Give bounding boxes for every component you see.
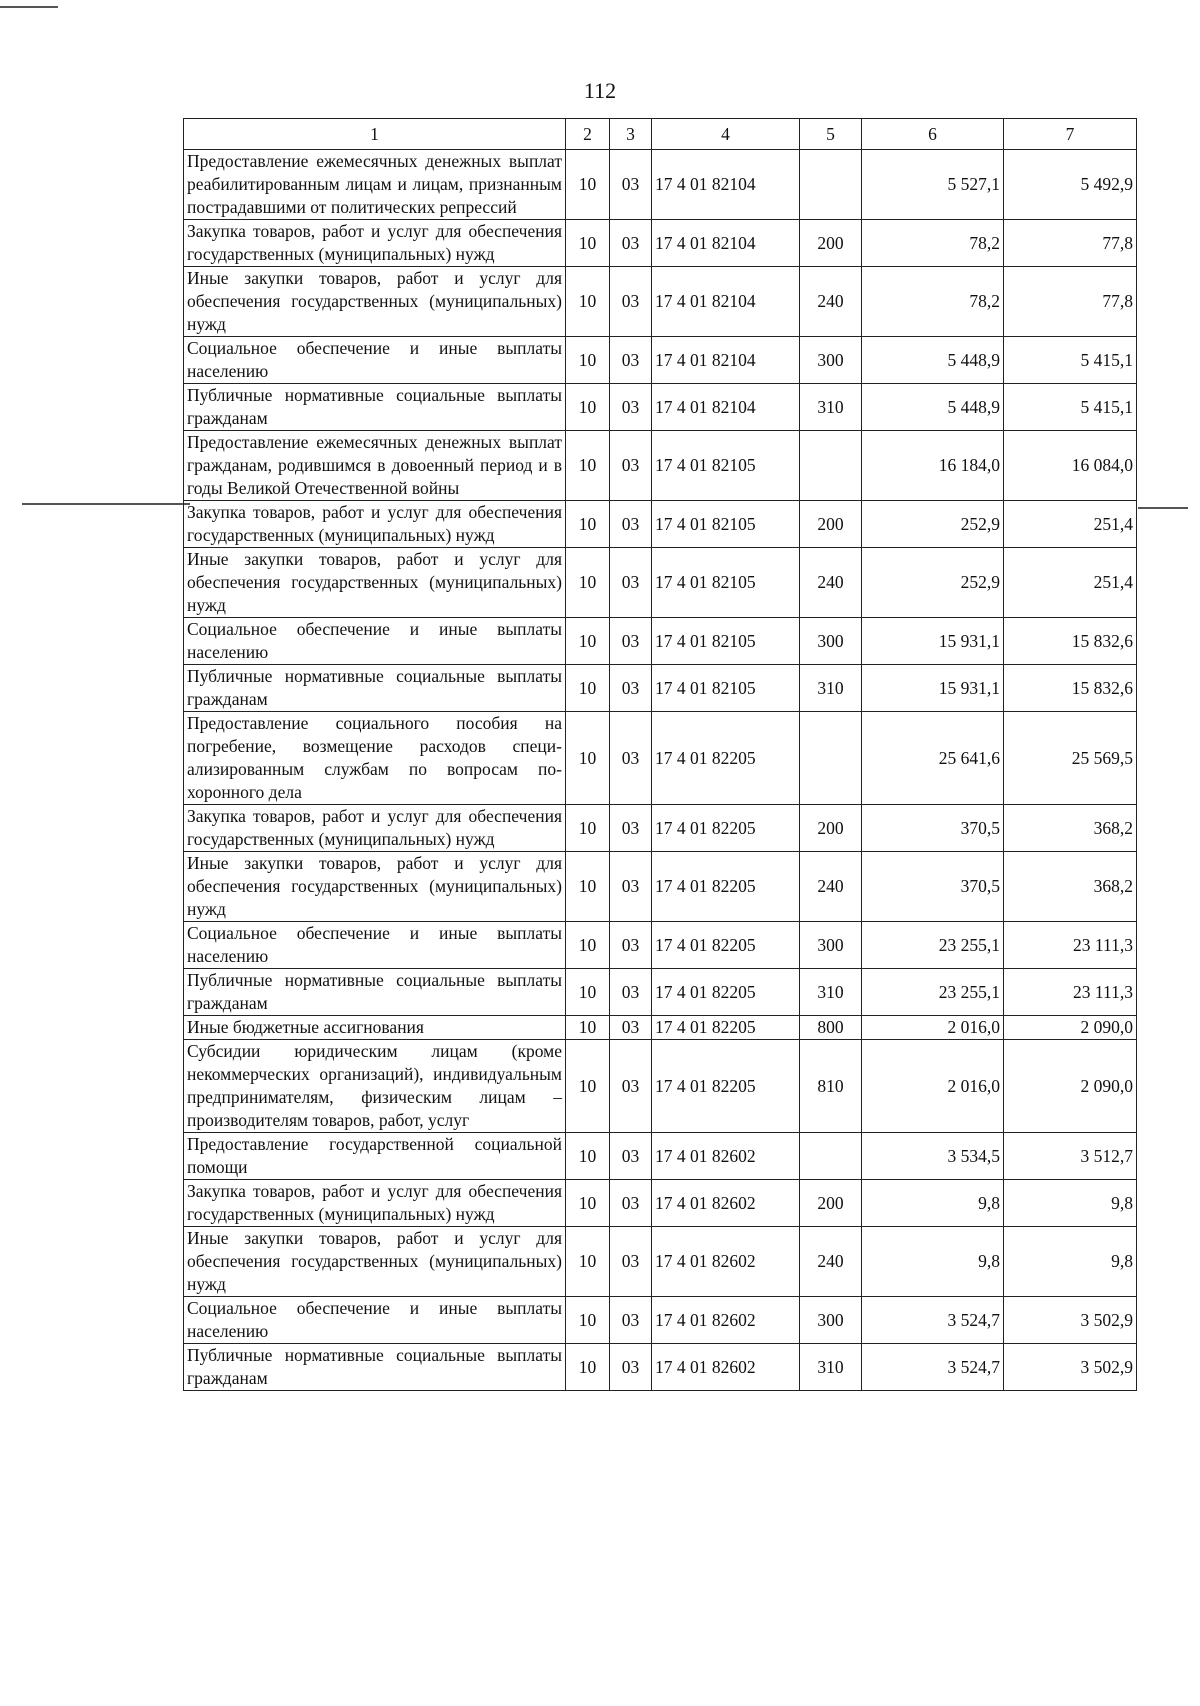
row-name-cell: Субсидии юридическим лицам (кроме некоммерческих организаций), индивидуальным предпринимателям, физическим лицам – производителям товаров, работ, услуг bbox=[184, 1040, 566, 1133]
row-name-cell: Иные закупки товаров, работ и услуг для обеспечения государственных (муниципальных) нужд bbox=[184, 548, 566, 618]
row-subsection-cell: 03 bbox=[610, 1227, 652, 1297]
header-row bbox=[184, 119, 1137, 150]
row-expense-type-cell: 200 bbox=[800, 1180, 862, 1227]
table-row bbox=[184, 1016, 1137, 1040]
table-row bbox=[184, 1180, 1137, 1227]
row-amount-2-cell: 15 832,6 bbox=[1004, 618, 1137, 665]
row-name-cell: Предоставление социального пособия на погребение, возмещение расходов специализированным службам по вопросам похоронного дела bbox=[184, 712, 566, 805]
row-subsection-cell: 03 bbox=[610, 267, 652, 337]
row-amount-2-cell: 5 492,9 bbox=[1004, 150, 1137, 220]
header-cell-6: 6 bbox=[862, 119, 1004, 150]
row-subsection-cell: 03 bbox=[610, 969, 652, 1016]
row-section-cell: 10 bbox=[566, 1040, 610, 1133]
row-expense-type-cell: 300 bbox=[800, 618, 862, 665]
row-section-cell: 10 bbox=[566, 852, 610, 922]
row-name-cell: Предоставление ежемесячных денежных выплат гражданам, родившимся в довоенный период и в годы Великой Отечественной войны bbox=[184, 431, 566, 501]
row-name-cell: Социальное обеспечение и иные выплаты населению bbox=[184, 922, 566, 969]
row-section-cell: 10 bbox=[566, 384, 610, 431]
row-amount-2-cell: 3 502,9 bbox=[1004, 1297, 1137, 1344]
row-amount-1-cell: 5 527,1 bbox=[862, 150, 1004, 220]
row-amount-1-cell: 2 016,0 bbox=[862, 1040, 1004, 1133]
row-amount-2-cell: 251,4 bbox=[1004, 548, 1137, 618]
row-subsection-cell: 03 bbox=[610, 1297, 652, 1344]
row-amount-1-cell: 252,9 bbox=[862, 501, 1004, 548]
row-name-cell: Публичные нормативные социальные выплаты гражданам bbox=[184, 665, 566, 712]
row-section-cell: 10 bbox=[566, 220, 610, 267]
row-section-cell: 10 bbox=[566, 1297, 610, 1344]
row-target-code-cell: 17 4 01 82104 bbox=[652, 337, 800, 384]
row-expense-type-cell: 300 bbox=[800, 337, 862, 384]
row-amount-2-cell: 23 111,3 bbox=[1004, 922, 1137, 969]
row-section-cell: 10 bbox=[566, 431, 610, 501]
row-section-cell: 10 bbox=[566, 548, 610, 618]
row-expense-type-cell: 240 bbox=[800, 852, 862, 922]
row-amount-2-cell: 16 084,0 bbox=[1004, 431, 1137, 501]
row-section-cell: 10 bbox=[566, 267, 610, 337]
row-target-code-cell: 17 4 01 82105 bbox=[652, 501, 800, 548]
row-subsection-cell: 03 bbox=[610, 384, 652, 431]
row-section-cell: 10 bbox=[566, 1344, 610, 1391]
table-row bbox=[184, 618, 1137, 665]
row-name-cell: Иные бюджетные ассигнования bbox=[184, 1016, 566, 1040]
header-cell-4: 4 bbox=[652, 119, 800, 150]
row-target-code-cell: 17 4 01 82205 bbox=[652, 969, 800, 1016]
row-amount-1-cell: 23 255,1 bbox=[862, 922, 1004, 969]
row-section-cell: 10 bbox=[566, 337, 610, 384]
table-row bbox=[184, 267, 1137, 337]
table-row bbox=[184, 150, 1137, 220]
row-expense-type-cell bbox=[800, 1133, 862, 1180]
row-target-code-cell: 17 4 01 82205 bbox=[652, 1040, 800, 1133]
row-section-cell: 10 bbox=[566, 1133, 610, 1180]
row-name-cell: Публичные нормативные социальные выплаты гражданам bbox=[184, 969, 566, 1016]
table-row bbox=[184, 712, 1137, 805]
row-target-code-cell: 17 4 01 82205 bbox=[652, 712, 800, 805]
row-target-code-cell: 17 4 01 82602 bbox=[652, 1133, 800, 1180]
row-expense-type-cell: 240 bbox=[800, 267, 862, 337]
table-row bbox=[184, 501, 1137, 548]
table-row bbox=[184, 852, 1137, 922]
row-target-code-cell: 17 4 01 82602 bbox=[652, 1180, 800, 1227]
row-amount-1-cell: 252,9 bbox=[862, 548, 1004, 618]
header-cell-5: 5 bbox=[800, 119, 862, 150]
table-row bbox=[184, 384, 1137, 431]
row-amount-1-cell: 370,5 bbox=[862, 805, 1004, 852]
row-section-cell: 10 bbox=[566, 1227, 610, 1297]
table-row bbox=[184, 922, 1137, 969]
row-target-code-cell: 17 4 01 82205 bbox=[652, 1016, 800, 1040]
table-row bbox=[184, 665, 1137, 712]
row-target-code-cell: 17 4 01 82105 bbox=[652, 618, 800, 665]
row-amount-2-cell: 9,8 bbox=[1004, 1180, 1137, 1227]
header-cell-2: 2 bbox=[566, 119, 610, 150]
row-section-cell: 10 bbox=[566, 712, 610, 805]
row-section-cell: 10 bbox=[566, 805, 610, 852]
table-row bbox=[184, 1040, 1137, 1133]
row-subsection-cell: 03 bbox=[610, 805, 652, 852]
header-cell-7: 7 bbox=[1004, 119, 1137, 150]
row-subsection-cell: 03 bbox=[610, 220, 652, 267]
row-expense-type-cell bbox=[800, 431, 862, 501]
row-subsection-cell: 03 bbox=[610, 548, 652, 618]
row-subsection-cell: 03 bbox=[610, 150, 652, 220]
row-amount-2-cell: 77,8 bbox=[1004, 220, 1137, 267]
row-expense-type-cell: 200 bbox=[800, 805, 862, 852]
row-target-code-cell: 17 4 01 82602 bbox=[652, 1297, 800, 1344]
row-amount-2-cell: 5 415,1 bbox=[1004, 384, 1137, 431]
row-expense-type-cell: 310 bbox=[800, 969, 862, 1016]
row-amount-2-cell: 15 832,6 bbox=[1004, 665, 1137, 712]
row-amount-1-cell: 2 016,0 bbox=[862, 1016, 1004, 1040]
row-section-cell: 10 bbox=[566, 618, 610, 665]
row-expense-type-cell: 810 bbox=[800, 1040, 862, 1133]
row-target-code-cell: 17 4 01 82205 bbox=[652, 922, 800, 969]
row-amount-1-cell: 3 524,7 bbox=[862, 1297, 1004, 1344]
row-target-code-cell: 17 4 01 82105 bbox=[652, 548, 800, 618]
row-name-cell: Социальное обеспечение и иные выплаты населению bbox=[184, 618, 566, 665]
row-amount-1-cell: 5 448,9 bbox=[862, 384, 1004, 431]
page-number: 112 bbox=[583, 78, 617, 103]
row-amount-1-cell: 370,5 bbox=[862, 852, 1004, 922]
table-body bbox=[184, 150, 1137, 1391]
row-subsection-cell: 03 bbox=[610, 1016, 652, 1040]
row-amount-2-cell: 3 512,7 bbox=[1004, 1133, 1137, 1180]
row-name-cell: Иные закупки товаров, работ и услуг для обеспечения государственных (муниципальных) нужд bbox=[184, 1227, 566, 1297]
table-row bbox=[184, 1227, 1137, 1297]
row-name-cell: Иные закупки товаров, работ и услуг для обеспечения государственных (муниципальных) нужд bbox=[184, 267, 566, 337]
row-section-cell: 10 bbox=[566, 922, 610, 969]
header-cell-1: 1 bbox=[184, 119, 566, 150]
table-row bbox=[184, 220, 1137, 267]
row-target-code-cell: 17 4 01 82105 bbox=[652, 431, 800, 501]
row-section-cell: 10 bbox=[566, 1180, 610, 1227]
row-amount-1-cell: 9,8 bbox=[862, 1180, 1004, 1227]
row-name-cell: Закупка товаров, работ и услуг для обеспечения государственных (муниципальных) нужд bbox=[184, 805, 566, 852]
row-amount-2-cell: 5 415,1 bbox=[1004, 337, 1137, 384]
row-name-cell: Социальное обеспечение и иные выплаты населению bbox=[184, 1297, 566, 1344]
row-amount-2-cell: 9,8 bbox=[1004, 1227, 1137, 1297]
row-name-cell: Предоставление ежемесячных денежных выплат реабилитированным лицам и лицам, признанным пострадавшими от политических репрессий bbox=[184, 150, 566, 220]
row-amount-2-cell: 368,2 bbox=[1004, 852, 1137, 922]
row-amount-1-cell: 16 184,0 bbox=[862, 431, 1004, 501]
row-section-cell: 10 bbox=[566, 501, 610, 548]
row-amount-1-cell: 3 524,7 bbox=[862, 1344, 1004, 1391]
row-target-code-cell: 17 4 01 82602 bbox=[652, 1344, 800, 1391]
row-expense-type-cell: 200 bbox=[800, 220, 862, 267]
row-expense-type-cell: 310 bbox=[800, 665, 862, 712]
row-target-code-cell: 17 4 01 82104 bbox=[652, 267, 800, 337]
row-name-cell: Публичные нормативные социальные выплаты гражданам bbox=[184, 384, 566, 431]
row-section-cell: 10 bbox=[566, 1016, 610, 1040]
row-subsection-cell: 03 bbox=[610, 337, 652, 384]
row-subsection-cell: 03 bbox=[610, 618, 652, 665]
table-row bbox=[184, 431, 1137, 501]
row-name-cell: Социальное обеспечение и иные выплаты населению bbox=[184, 337, 566, 384]
row-expense-type-cell: 240 bbox=[800, 1227, 862, 1297]
row-expense-type-cell: 800 bbox=[800, 1016, 862, 1040]
row-expense-type-cell bbox=[800, 712, 862, 805]
row-expense-type-cell bbox=[800, 150, 862, 220]
budget-table bbox=[183, 118, 1137, 1391]
table-row bbox=[184, 1133, 1137, 1180]
row-expense-type-cell: 240 bbox=[800, 548, 862, 618]
row-target-code-cell: 17 4 01 82602 bbox=[652, 1227, 800, 1297]
row-amount-2-cell: 251,4 bbox=[1004, 501, 1137, 548]
row-subsection-cell: 03 bbox=[610, 1180, 652, 1227]
row-subsection-cell: 03 bbox=[610, 852, 652, 922]
row-target-code-cell: 17 4 01 82205 bbox=[652, 805, 800, 852]
row-target-code-cell: 17 4 01 82105 bbox=[652, 665, 800, 712]
row-subsection-cell: 03 bbox=[610, 1040, 652, 1133]
row-section-cell: 10 bbox=[566, 665, 610, 712]
row-amount-1-cell: 78,2 bbox=[862, 267, 1004, 337]
row-amount-2-cell: 368,2 bbox=[1004, 805, 1137, 852]
row-subsection-cell: 03 bbox=[610, 665, 652, 712]
row-amount-1-cell: 25 641,6 bbox=[862, 712, 1004, 805]
row-name-cell: Предоставление государственной социальной помощи bbox=[184, 1133, 566, 1180]
row-amount-2-cell: 23 111,3 bbox=[1004, 969, 1137, 1016]
row-subsection-cell: 03 bbox=[610, 1133, 652, 1180]
row-amount-1-cell: 78,2 bbox=[862, 220, 1004, 267]
row-subsection-cell: 03 bbox=[610, 922, 652, 969]
row-target-code-cell: 17 4 01 82104 bbox=[652, 150, 800, 220]
row-amount-2-cell: 25 569,5 bbox=[1004, 712, 1137, 805]
row-amount-1-cell: 3 534,5 bbox=[862, 1133, 1004, 1180]
row-name-cell: Закупка товаров, работ и услуг для обеспечения государственных (муниципальных) нужд bbox=[184, 220, 566, 267]
table-row bbox=[184, 1344, 1137, 1391]
row-target-code-cell: 17 4 01 82104 bbox=[652, 384, 800, 431]
row-amount-2-cell: 2 090,0 bbox=[1004, 1040, 1137, 1133]
row-expense-type-cell: 310 bbox=[800, 1344, 862, 1391]
table-row bbox=[184, 969, 1137, 1016]
row-subsection-cell: 03 bbox=[610, 501, 652, 548]
row-subsection-cell: 03 bbox=[610, 431, 652, 501]
row-section-cell: 10 bbox=[566, 150, 610, 220]
row-name-cell: Публичные нормативные социальные выплаты гражданам bbox=[184, 1344, 566, 1391]
scan-mark-left bbox=[22, 503, 190, 505]
row-section-cell: 10 bbox=[566, 969, 610, 1016]
row-amount-1-cell: 9,8 bbox=[862, 1227, 1004, 1297]
row-expense-type-cell: 200 bbox=[800, 501, 862, 548]
row-subsection-cell: 03 bbox=[610, 1344, 652, 1391]
row-expense-type-cell: 300 bbox=[800, 1297, 862, 1344]
row-amount-1-cell: 15 931,1 bbox=[862, 665, 1004, 712]
row-amount-2-cell: 77,8 bbox=[1004, 267, 1137, 337]
table-row bbox=[184, 337, 1137, 384]
row-amount-2-cell: 3 502,9 bbox=[1004, 1344, 1137, 1391]
row-amount-1-cell: 5 448,9 bbox=[862, 337, 1004, 384]
row-name-cell: Иные закупки товаров, работ и услуг для обеспечения государственных (муниципальных) нужд bbox=[184, 852, 566, 922]
row-name-cell: Закупка товаров, работ и услуг для обеспечения государственных (муниципальных) нужд bbox=[184, 501, 566, 548]
row-expense-type-cell: 310 bbox=[800, 384, 862, 431]
row-subsection-cell: 03 bbox=[610, 712, 652, 805]
row-amount-1-cell: 15 931,1 bbox=[862, 618, 1004, 665]
scan-mark-right bbox=[1138, 507, 1188, 509]
table-row bbox=[184, 805, 1137, 852]
table-row bbox=[184, 548, 1137, 618]
row-amount-1-cell: 23 255,1 bbox=[862, 969, 1004, 1016]
row-target-code-cell: 17 4 01 82104 bbox=[652, 220, 800, 267]
table-row bbox=[184, 1297, 1137, 1344]
row-amount-2-cell: 2 090,0 bbox=[1004, 1016, 1137, 1040]
row-expense-type-cell: 300 bbox=[800, 922, 862, 969]
row-name-cell: Закупка товаров, работ и услуг для обеспечения государственных (муниципальных) нужд bbox=[184, 1180, 566, 1227]
header-cell-3: 3 bbox=[610, 119, 652, 150]
row-target-code-cell: 17 4 01 82205 bbox=[652, 852, 800, 922]
scan-mark-top-left bbox=[0, 6, 58, 8]
